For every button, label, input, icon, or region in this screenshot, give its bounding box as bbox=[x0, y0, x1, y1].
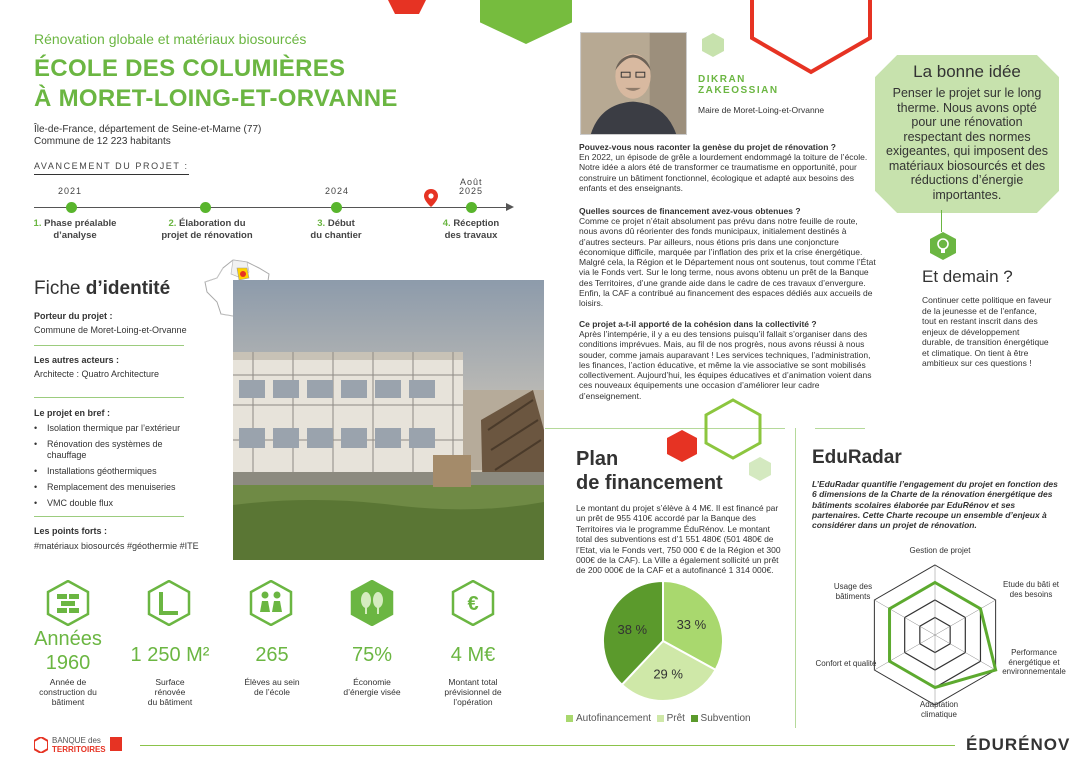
bonne-idee-title: La bonne idée bbox=[913, 62, 1021, 81]
timeline-month-aout: Août bbox=[460, 177, 483, 187]
timeline-dot-2 bbox=[200, 202, 211, 213]
divider bbox=[815, 428, 865, 429]
red-hexagon-outline-decoration bbox=[748, 0, 874, 78]
identity-title: Fiche d’identité bbox=[34, 278, 171, 299]
plan-text: Le montant du projet s’élève à 4 M€. Il est financé par un prêt de 955 410€ accordé par la Banque des Territoires via le programme ÉduRénov. Le montant total des subventions est d’1 551 480€ (501 480€ de l’Etat, via le Fonds vert, 750 000 € de la Région et 300 000€ de la CAF). La Ville a également sollicité un prêt de 200 000€ de la CAF et a autofinancé 1 314 000€. bbox=[576, 503, 781, 576]
stat-eleves: 265 bbox=[255, 644, 289, 666]
answer-1: En 2022, un épisode de grêle a lourdement endommagé la toiture de l’école. Notre idée a alors été de transformer ce traumatisme en opportunité, pour construire un bâtiment fonctionnel, écologique et adapté aux besoins des enfants et des enseignants. bbox=[579, 152, 868, 193]
list-item: • Installations géothermiques bbox=[34, 466, 184, 477]
timeline-dot-3 bbox=[331, 202, 342, 213]
stat-montant: 4 M€ bbox=[450, 644, 496, 666]
stat-eleves-caption: Élèves au sein de l’école bbox=[244, 677, 300, 697]
porteur-value: Commune de Moret-Loing-et-Orvanne bbox=[34, 325, 187, 335]
timeline-dot-4 bbox=[466, 202, 477, 213]
timeline-dot-1 bbox=[66, 202, 77, 213]
timeline-axis bbox=[34, 207, 510, 208]
demain-text: Continuer cette politique en faveur de la jeunesse et de l’enfance, tout en restant inscrit dans des enjeux de développement durable, de transition énergétique et climatique. On tient à être ambitieux sur ces questions ! bbox=[922, 295, 1052, 368]
small-green-hexagon-decoration bbox=[702, 33, 724, 57]
timeline-year-2024: 2024 bbox=[325, 186, 350, 196]
banque-territoires-logo: BANQUE des TERRITOIRES bbox=[52, 736, 106, 754]
edurenov-logo: ÉDURÉNOV bbox=[966, 735, 1071, 754]
separator bbox=[34, 345, 184, 346]
stat-annees-caption: Année de construction du bâtiment bbox=[39, 677, 97, 707]
stat-economie-caption: Économie d’énergie visée bbox=[343, 677, 401, 697]
trees-icon bbox=[349, 580, 395, 626]
red-hexagon-decoration bbox=[383, 0, 431, 14]
radar-label-usage: Usage des bâtiments bbox=[833, 582, 873, 601]
surface-icon bbox=[146, 580, 192, 626]
small-green-hexagon-decoration bbox=[749, 457, 771, 481]
school-building-photo bbox=[233, 280, 544, 560]
financing-pie-chart bbox=[602, 580, 724, 702]
list-item: • Remplacement des menuiseries bbox=[34, 482, 184, 493]
divider bbox=[795, 428, 796, 728]
separator bbox=[34, 516, 184, 517]
euro-icon bbox=[450, 580, 496, 626]
plan-title: Plan de financement bbox=[576, 448, 723, 494]
interview-block-3 bbox=[579, 319, 876, 401]
mayor-role: Maire de Moret-Loing-et-Orvanne bbox=[698, 105, 825, 115]
radar-label-performance: Performance énergétique et environnementale bbox=[1002, 648, 1066, 676]
brick-wall-icon bbox=[45, 580, 91, 626]
stat-surface: 1 250 M² bbox=[130, 644, 210, 666]
answer-2: Comme ce projet n’était absolument pas prévu dans notre feuille de route, nous avons dû réorienter des fonds municipaux, initialement destinés à d’autres secteurs. Par ailleurs, nous étions pris dans une conjoncture économique difficile, marquée par l’inflation des prix et la crise énergétique. Malgré cela, la Région et le Département nous ont soutenus, tout comme l’État via le Fonds vert. Sur le long terme, nous avons obtenu un prêt de la Banque des Territoires, d’une grande aide dans le cadre de ces travaux d’envergure. Enfin, la CAF a contribué au financement des espaces dédiés aux accueils de loisirs. bbox=[579, 216, 876, 309]
question-1: Pouvez-vous nous raconter la genèse du projet de rénovation ? bbox=[579, 142, 836, 152]
mayor-portrait-photo bbox=[580, 32, 687, 135]
bref-list bbox=[34, 423, 184, 514]
caisse-depots-logo bbox=[110, 737, 122, 751]
answer-3: Après l’intempérie, il y a eu des tensions puisqu’il fallait s’organiser dans des conditions imprévues. Mais, au fil de nos progrès, nous avons réussi à nous souder, comme jamais auparavant ! Les services techniques, l’administration, les finances, l’action éducative, et même la vie associative se sont mobilisés collectivement. Aujourd’hui, les équipes éducatives et d’animation voient dans ces nouveaux équipements une occasion d’améliorer leur cadre d’enseignement. bbox=[579, 329, 872, 401]
banque-territoires-logo-icon bbox=[34, 737, 48, 753]
list-item: • Rénovation des systèmes de chauffage bbox=[34, 439, 184, 461]
eduradar-title: EduRadar bbox=[812, 447, 902, 468]
location-region: Île-de-France, département de Seine-et-Marne (77) bbox=[34, 124, 262, 135]
connector-line bbox=[941, 210, 942, 232]
pie-label-prêt: 29 % bbox=[653, 666, 683, 682]
location-pin-icon bbox=[424, 189, 438, 207]
radar-label-adaptation: Adaptation climatique bbox=[919, 700, 959, 719]
page-title bbox=[34, 54, 398, 114]
timeline-step-2: 2. Élaboration du projet de rénovation bbox=[161, 218, 253, 241]
bonne-idee-text: Penser le projet sur le long therme. Nous avons opté pour une rénovation respectant des normes exigeantes, qui imposent des matériaux biosourcés et des réductions d’énergie importantes. bbox=[886, 86, 1048, 202]
acteurs-value: Architecte : Quatro Architecture bbox=[34, 369, 160, 379]
stat-montant-caption: Montant total prévisionnel de l’opération bbox=[444, 677, 502, 707]
location-info bbox=[34, 124, 261, 148]
stat-surface-caption: Surface rénovée du bâtiment bbox=[147, 677, 193, 707]
legend-item-pret: Prêt bbox=[657, 713, 685, 724]
stat-economie: 75% bbox=[351, 644, 393, 666]
legend-item-subvention: Subvention bbox=[691, 713, 751, 724]
timeline-arrow bbox=[506, 203, 514, 211]
porteur-label: Porteur du projet : bbox=[34, 311, 113, 321]
footer-divider bbox=[140, 745, 955, 746]
lightbulb-icon bbox=[930, 232, 956, 260]
legend-item-autofinancement: Autofinancement bbox=[566, 713, 651, 724]
green-hexagon-decoration bbox=[480, 0, 572, 44]
eduradar-chart bbox=[860, 560, 1010, 710]
radar-label-etude: Etude du bâti et des besoins bbox=[1002, 580, 1060, 599]
eduradar-text: L’EduRadar quantifie l’engagement du projet en fonction des 6 dimensions de la Charte de la rénovation énergétique des bâtiments scolaires élaborée par EduRénov et ses partenaires. Cette Charte recoupe un ensemble d’enjeux à considérer dans un projet de rénovation. bbox=[812, 479, 1058, 531]
pie-legend bbox=[566, 713, 751, 724]
page-subtitle: Rénovation globale et matériaux biosourcés bbox=[34, 31, 307, 47]
forts-label: Les points forts : bbox=[34, 526, 108, 536]
title-line-2: À MORET-LOING-ET-ORVANNE bbox=[34, 85, 398, 112]
location-population: Commune de 12 223 habitants bbox=[34, 136, 171, 147]
radar-label-confort: Confort et qualité bbox=[815, 659, 877, 668]
forts-value: #matériaux biosourcés #géothermie #ITE bbox=[34, 541, 199, 551]
timeline-step-1: 1. Phase préalable d’analyse bbox=[33, 218, 117, 241]
question-2: Quelles sources de financement avez-vous obtenues ? bbox=[579, 206, 801, 216]
list-item: • VMC double flux bbox=[34, 498, 184, 509]
timeline-step-4: 4. Réception des travaux bbox=[442, 218, 500, 241]
pie-label-subvention: 38 % bbox=[617, 621, 648, 637]
list-item: • Isolation thermique par l’extérieur bbox=[34, 423, 184, 434]
mayor-name: DIKRAN ZAKEOSSIAN bbox=[698, 74, 779, 96]
timeline-heading: AVANCEMENT DU PROJET : bbox=[34, 161, 189, 175]
separator bbox=[34, 397, 184, 398]
pie-label-autofinancement: 33 % bbox=[676, 617, 707, 633]
svg-text:€: € bbox=[467, 593, 479, 615]
children-icon bbox=[248, 580, 294, 626]
radar-series-polygon bbox=[890, 583, 996, 688]
stat-annees: Années 1960 bbox=[34, 628, 102, 674]
radar-label-gestion: Gestion de projet bbox=[909, 546, 971, 555]
acteurs-label: Les autres acteurs : bbox=[34, 355, 120, 365]
question-3: Ce projet a-t-il apporté de la cohésion dans la collectivité ? bbox=[579, 319, 817, 329]
interview-block-2 bbox=[579, 206, 876, 309]
interview-block-1 bbox=[579, 142, 876, 193]
timeline-year-2025: 2025 bbox=[459, 186, 484, 196]
timeline-year-2021: 2021 bbox=[58, 186, 83, 196]
bref-label: Le projet en bref : bbox=[34, 408, 111, 418]
demain-title: Et demain ? bbox=[922, 267, 1013, 286]
title-line-1: ÉCOLE DES COLUMIÈRES bbox=[34, 55, 346, 82]
timeline-step-3: 3. Début du chantier bbox=[310, 218, 362, 241]
